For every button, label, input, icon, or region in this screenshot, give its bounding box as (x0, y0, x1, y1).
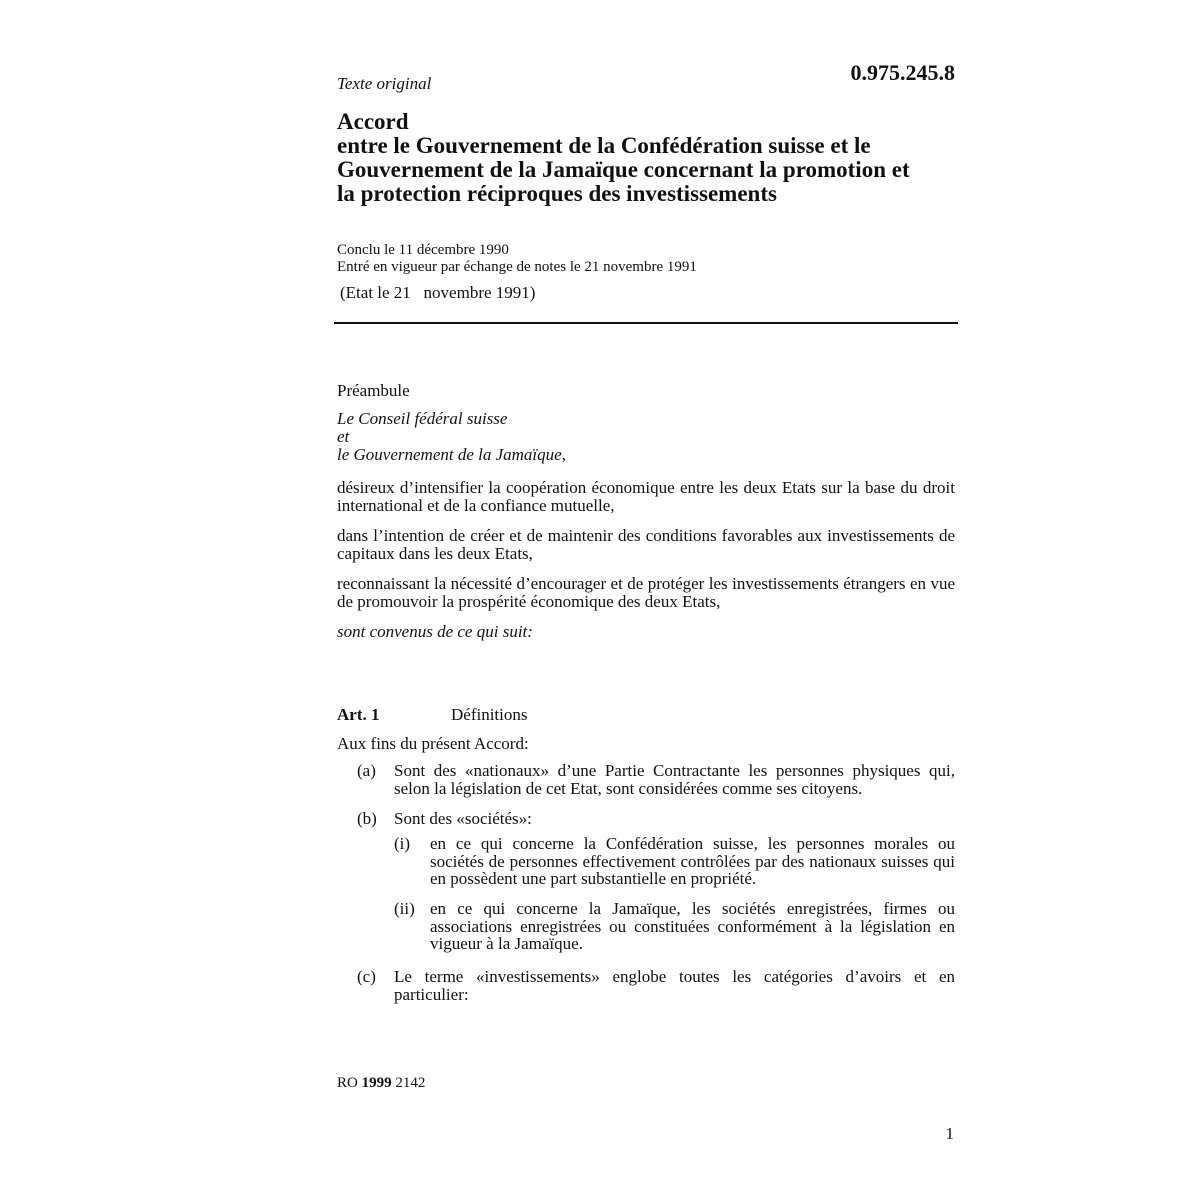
party-jamaica: le Gouvernement de la Jamaïque, (337, 445, 566, 464)
article-heading (337, 705, 528, 725)
in-force-date: Entré en vigueur par échange de notes le 21 novembre 1991 (337, 259, 697, 275)
item-text: Le terme «investissements» englobe toutes les catégories d’avoirs et en particulier: (394, 967, 955, 1004)
document-number: 0.975.245.8 (850, 60, 955, 85)
preamble-paragraph: désireux d’intensifier la coopération économique entre les deux Etats sur la base du droit international et de la confiance mutuelle, (337, 478, 955, 515)
item-label: (b) (357, 809, 377, 828)
subitem-label: (i) (394, 834, 411, 853)
title-line: Gouvernement de la Jamaïque concernant la promotion et (337, 157, 910, 182)
subitem-label: (ii) (394, 899, 415, 918)
article-number: Art. 1 (337, 705, 380, 724)
party-swiss: Le Conseil fédéral suisse (337, 409, 508, 428)
article-intro: Aux fins du présent Accord: (337, 734, 529, 753)
title-line: la protection réciproques des investissements (337, 181, 777, 206)
article-title: Définitions (451, 705, 528, 724)
subitem-text: en ce qui concerne la Jamaïque, les sociétés enregistrées, firmes ou associations enregistrées ou constituées conformément à la législation en vigueur à la Jamaïque. (430, 899, 955, 953)
header-divider (334, 322, 958, 324)
item-label: (c) (357, 967, 376, 986)
item-text: Sont des «nationaux» d’une Partie Contractante les personnes physiques qui, selon la législation de cet Etat, sont considérées comme ses citoyens. (394, 761, 955, 798)
concluded-date: Conclu le 11 décembre 1990 (337, 242, 509, 258)
preamble-parties (337, 410, 566, 464)
preamble-paragraph: dans l’intention de créer et de maintenir des conditions favorables aux investissements de capitaux dans les deux Etats, (337, 526, 955, 563)
ro-year: 1999 (361, 1075, 392, 1091)
original-text-label: Texte original (337, 74, 432, 93)
preamble-paragraph: reconnaissant la nécessité d’encourager et de protéger les investissements étrangers en vue de promouvoir la prospérité économique des deux Etats, (337, 574, 955, 611)
document-title (337, 110, 957, 206)
official-compilation-reference (337, 1075, 425, 1092)
document-metadata (337, 242, 697, 276)
ro-page: 2142 (395, 1075, 426, 1091)
page-number: 1 (945, 1124, 954, 1143)
subitem-text: en ce qui concerne la Confédération suisse, les personnes morales ou sociétés de personnes effectivement contrôlées par des nationaux suisses qui en possèdent une part substantielle en propriété. (430, 834, 955, 888)
party-conjunction: et (337, 427, 350, 446)
title-line: Accord (337, 109, 409, 134)
item-label: (a) (357, 761, 376, 780)
item-text: Sont des «sociétés»: (394, 809, 532, 828)
status-date: (Etat le 21 novembre 1991) (340, 283, 536, 302)
ro-prefix: RO (337, 1075, 358, 1091)
title-line: entre le Gouvernement de la Confédération suisse et le (337, 133, 871, 158)
preamble-heading: Préambule (337, 381, 410, 400)
preamble-conclusion: sont convenus de ce qui suit: (337, 622, 533, 641)
